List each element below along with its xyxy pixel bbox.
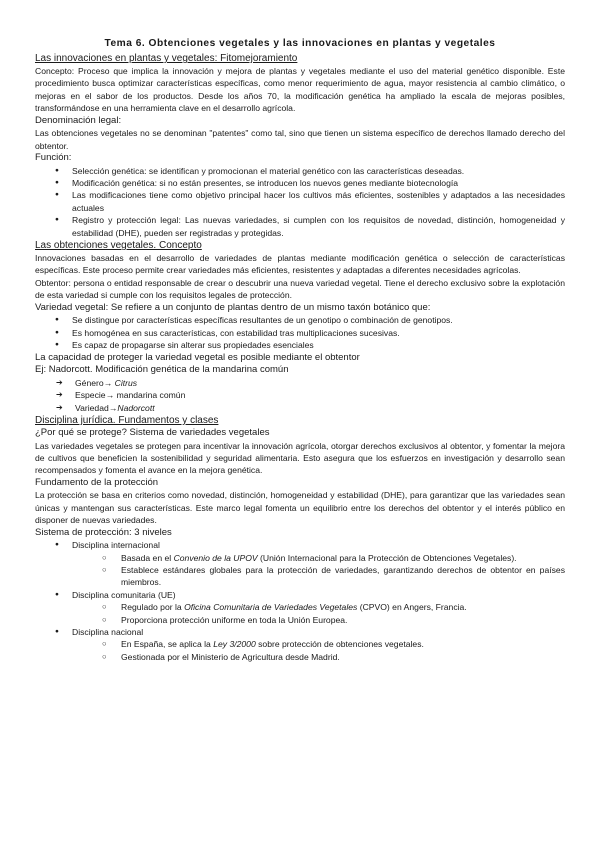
obtentor-paragraph: Obtentor: persona o entidad responsable de crear o descubrir una nueva variedad vegetal. Tiene el derecho exclusivo sobre la explotación de esta variedad si cumple con los requisitos legales de protección. [35,277,565,301]
example-value: Citrus [114,377,138,388]
level-name: Disciplina internacional [72,540,160,551]
text: Basada en el [121,552,174,563]
list-item: ● Las modificaciones tiene como objetivo principal hacer los cultivos más eficientes, sostenibles y adaptados a las necesidades actuales [35,189,565,214]
example-line: Ej: Nadorcott. Modificación genética de la mandarina común [35,364,289,376]
list-item [35,402,565,414]
text: Regulado por la [121,602,185,613]
text-italic: Oficina Comunitaria de Variedades Vegetales [184,602,358,613]
question-heading: ¿Por qué se protege? Sistema de variedades vegetales [35,426,270,438]
proteccion-line: La capacidad de proteger la variedad vegetal es posible mediante el obtentor [35,351,360,363]
text-italic: Convenio de la UPOV [173,552,258,563]
list-item: ● Modificación genética: si no están presentes, se introducen los nuevos genes mediante biotecnología [35,177,565,189]
level-item [35,539,565,589]
example-label: Especie→ [75,390,117,401]
denominacion-paragraph: Las obtenciones vegetales no se denominan "patentes" como tal, sino que tienen un sistema específico de derechos llamado derecho del obtentor. [35,128,565,151]
concepto-paragraph: Concepto: Proceso que implica la innovación y mejora de plantas y vegetales mediante el uso del material genético disponible. Este procedimiento busca optimizar características específicas, como menor requerimiento de agua, mayor resistencia al cambio climático, o mejoras en el sabor de los productos. Desde los años 70, la modificación genética ha ampliado la escala de mejoras posibles, transformándose en una herramienta clave en el desarrollo agrícola. [35,66,565,114]
level-name: Disciplina comunitaria (UE) [72,589,176,600]
section-heading-obtenciones: Las obtenciones vegetales. Concepto [35,240,202,252]
funcion-label: Función: [35,152,72,164]
level-item [35,589,565,626]
fundamento-paragraph: La protección se basa en criterios como novedad, distinción, homogeneidad y estabilidad (DHE), para garantizar que las variedades sean únicas y mantengan sus características. Este marco legal fomenta un equilibrio entre los derechos del obtentor y el interés público en disponer de nuevas variedades. [35,490,565,526]
levels-list [35,539,565,663]
text: Proporciona protección uniforme en toda la Unión Europea. [121,614,348,625]
sistema-label: Sistema de protección: 3 niveles [35,526,172,538]
list-item: ● Se distingue por características específicas resultantes de un genotipo o combinación de genotipos. [35,314,565,326]
list-item [94,614,565,626]
list-item [94,552,565,564]
example-label: Género→ [75,377,115,388]
list-item [94,651,565,663]
list-item [94,638,565,650]
funcion-list [35,165,565,239]
example-label: Variedad→ [75,402,118,413]
level-sublist [94,638,565,663]
list-item [35,389,565,401]
variedad-vegetal-paragraph: Variedad vegetal: Se refiere a un conjunto de plantas dentro de un mismo taxón botánico que: [35,301,431,313]
text: (CPVO) en Angers, Francia. [357,602,467,613]
list-item: ● Selección genética: se identifican y promocionan el material genético con las características deseadas. [35,165,565,177]
list-item [94,601,565,613]
list-item [35,377,565,389]
example-list [35,377,565,414]
fundamento-heading: Fundamento de la protección [35,476,159,488]
list-item [94,564,565,589]
list-item: ● Es capaz de propagarse sin alterar sus propiedades esenciales [35,339,565,351]
section-heading-disciplina: Disciplina jurídica. Fundamentos y clases [35,414,219,426]
example-value: Nadorcott [117,402,155,413]
text: Establece estándares globales para la protección de variedades, garantizando derechos de obtentor en países miembros. [121,564,565,588]
level-sublist [94,552,565,589]
level-sublist [94,601,565,626]
obtenciones-paragraph: Innovaciones basadas en el desarrollo de variedades de plantas mediante modificación genética o selección de características específicas. Este proceso permite crear variedades más eficientes, resistentes y adaptadas a diferentes necesidades agrícolas. [35,253,565,276]
text: Gestionada por el Ministerio de Agricultura desde Madrid. [121,651,340,662]
question-paragraph: Las variedades vegetales se protegen para incentivar la innovación agrícola, otorgar derechos exclusivos al obtentor, y fomentar la mejora de cultivos que beneficien la sostenibilidad y seguridad alimentaria. Esto asegura que los esfuerzos en investigación y desarrollo sean recompensados y fomenta el avance en la mejora genética. [35,440,565,476]
document-title: Tema 6. Obtenciones vegetales y las innovaciones en plantas y vegetales [104,38,496,49]
example-value: mandarina común [116,390,186,401]
level-item [35,626,565,663]
text: En España, se aplica la [121,639,214,650]
list-item: ● Es homogénea en sus características, con estabilidad tras multiplicaciones sucesivas. [35,327,565,339]
section-heading-fitomejoramiento: Las innovaciones en plantas y vegetales: Fitomejoramiento [35,53,298,64]
text: sobre protección de obtenciones vegetales. [255,639,424,650]
denominacion-label: Denominación legal: [35,114,122,126]
level-name: Disciplina nacional [72,626,144,637]
variedad-list [35,314,565,351]
text: (Unión Internacional para la Protección de Obtenciones Vegetales). [257,552,517,563]
list-item: ● Registro y protección legal: Las nuevas variedades, si cumplen con los requisitos de novedad, distinción, homogeneidad y estabilidad (DHE), pueden ser registradas y protegidas. [35,214,565,239]
text-italic: Ley 3/2000 [213,639,256,650]
